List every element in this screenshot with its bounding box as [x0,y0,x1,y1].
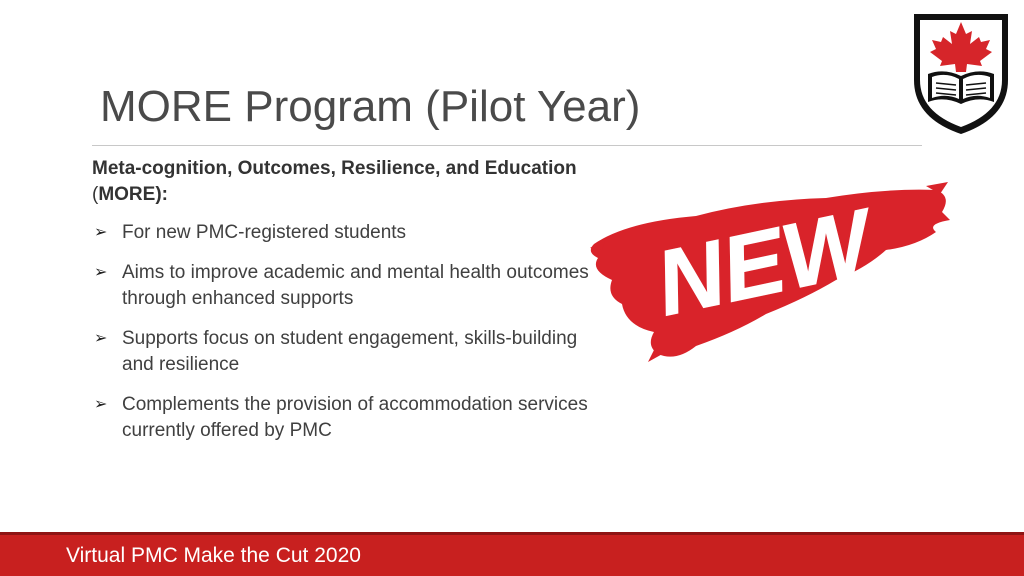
slide-content [92,156,592,458]
slide-title: MORE Program (Pilot Year) [100,82,641,131]
list-item [92,326,592,378]
bullet-list [92,220,592,444]
arrow-bullet-icon: ➢ [94,224,108,241]
university-crest-icon [912,10,1010,136]
list-item [92,220,592,246]
list-item [92,260,592,312]
subtitle-paren-close: ) [155,184,162,205]
footer-bar [0,532,1024,576]
arrow-bullet-icon: ➢ [94,264,108,281]
subtitle-paren-open: ( [92,184,99,205]
program-subtitle [92,156,592,208]
arrow-bullet-icon: ➢ [94,396,108,413]
footer-text: Virtual PMC Make the Cut 2020 [66,544,361,567]
subtitle-colon: : [161,184,168,205]
bullet-text: For new PMC-registered students [122,222,407,243]
bullet-text: Complements the provision of accommodation services currently offered by PMC [122,394,588,441]
subtitle-acronym: MORE [98,184,156,205]
bullet-text: Supports focus on student engagement, skills-building and resilience [122,328,578,375]
new-badge-text: NEW [647,191,879,336]
title-divider [92,145,922,146]
subtitle-text: Meta-cognition, Outcomes, Resilience, and Education [92,158,577,179]
arrow-bullet-icon: ➢ [94,330,108,347]
new-brush-icon [586,176,952,366]
bullet-text: Aims to improve academic and mental health outcomes through enhanced supports [122,262,589,309]
list-item [92,392,592,444]
